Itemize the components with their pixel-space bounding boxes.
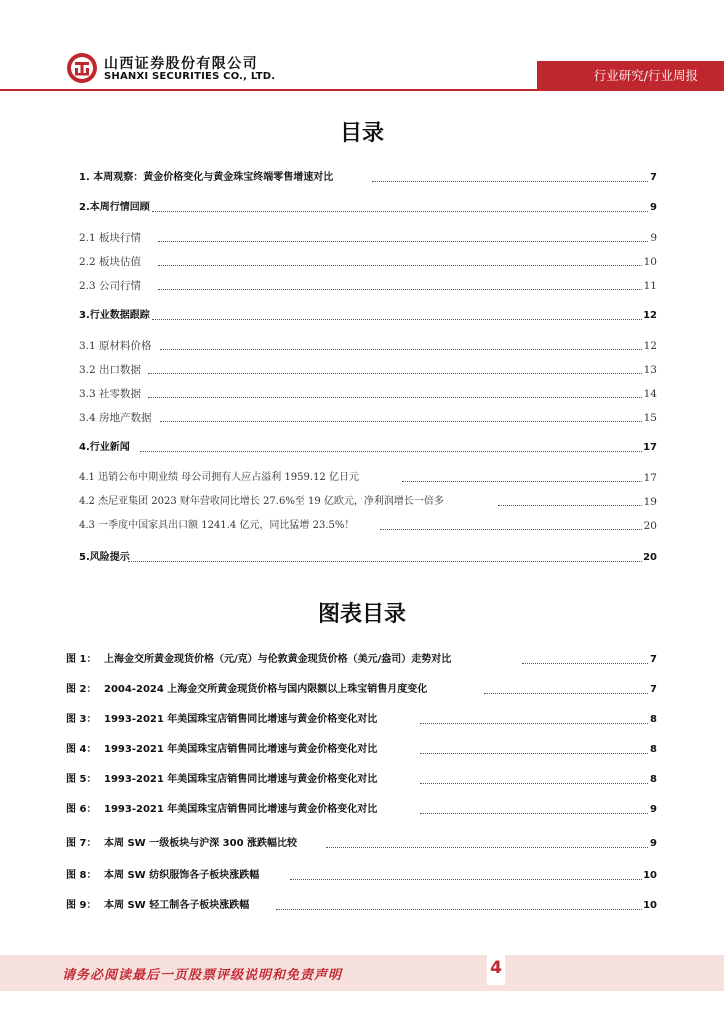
toc-leader xyxy=(158,241,648,242)
toc-entry-page: 20 xyxy=(643,520,657,532)
toc-entry-text: 3.行业数据跟踪 xyxy=(79,310,150,321)
toc-entry[interactable] xyxy=(0,385,724,403)
figure-label: 图 8： xyxy=(66,870,97,881)
page-header xyxy=(0,0,724,106)
figure-title: 上海金交所黄金现货价格（元/克）与伦敦黄金现货价格（美元/盎司）走势对比 xyxy=(104,654,452,665)
toc-leader xyxy=(276,909,642,910)
toc-leader xyxy=(160,349,642,350)
figure-label: 图 7： xyxy=(66,838,97,849)
company-name-cn: 山西证券股份有限公司 xyxy=(104,56,258,72)
figure-label: 图 9： xyxy=(66,900,97,911)
toc-entry-page: 12 xyxy=(643,340,657,352)
toc-leader xyxy=(326,847,648,848)
toc-leader xyxy=(290,879,642,880)
toc-entry-text: 1. 本周观察：黄金价格变化与黄金珠宝终端零售增速对比 xyxy=(79,172,334,183)
figure-page: 9 xyxy=(650,838,657,849)
figure-list-title: 图表目录 xyxy=(317,602,406,627)
figure-title: 2004-2024 上海金交所黄金现货价格与国内限额以上珠宝销售月度变化 xyxy=(104,684,428,695)
figure-page: 9 xyxy=(650,804,657,815)
toc-entry[interactable] xyxy=(0,277,724,295)
toc-entry-text: 4.1 迅销公布中期业绩 母公司拥有人应占溢利 1959.12 亿日元 xyxy=(79,472,359,483)
toc-entry-text: 2.1 板块行情 xyxy=(79,232,142,244)
figure-page: 8 xyxy=(650,744,657,755)
toc-leader xyxy=(402,481,642,482)
figure-label: 图 4： xyxy=(66,744,97,755)
toc-entry-text: 3.2 出口数据 xyxy=(79,364,142,376)
toc-entry-text: 3.4 房地产数据 xyxy=(79,412,152,424)
figure-label: 图 6： xyxy=(66,804,97,815)
figure-page: 10 xyxy=(643,870,657,881)
figure-title: 1993-2021 年美国珠宝店销售同比增速与黄金价格变化对比 xyxy=(104,774,378,785)
toc-leader xyxy=(372,181,648,182)
figure-page: 7 xyxy=(650,684,657,695)
toc-entry[interactable] xyxy=(0,493,724,511)
figure-title: 本周 SW 纺织服饰各子板块涨跌幅 xyxy=(104,870,260,881)
figure-entry[interactable] xyxy=(0,897,724,915)
figure-entry[interactable] xyxy=(0,651,724,669)
toc-entry-text: 3.1 原材料价格 xyxy=(79,340,152,352)
toc-entry-page: 14 xyxy=(643,388,657,400)
toc-leader xyxy=(498,505,642,506)
toc-leader xyxy=(152,319,642,320)
toc-entry-page: 11 xyxy=(643,280,657,292)
toc-entry[interactable] xyxy=(0,549,724,567)
toc-leader xyxy=(380,529,642,530)
figure-page: 7 xyxy=(650,654,657,665)
page-footer xyxy=(0,955,724,991)
toc-entry-page: 10 xyxy=(643,256,657,268)
toc-leader xyxy=(148,373,642,374)
figure-entry[interactable] xyxy=(0,711,724,729)
toc-entry-text: 5.风险提示 xyxy=(79,552,130,563)
toc-entry-page: 17 xyxy=(643,442,657,453)
figure-label: 图 5： xyxy=(66,774,97,785)
toc-entry-page: 15 xyxy=(643,412,657,424)
toc-entry[interactable] xyxy=(0,229,724,247)
toc-entry[interactable] xyxy=(0,409,724,427)
header-tag-band xyxy=(537,61,724,90)
toc-leader xyxy=(420,813,648,814)
figure-title: 1993-2021 年美国珠宝店销售同比增速与黄金价格变化对比 xyxy=(104,804,378,815)
toc-entry[interactable] xyxy=(0,517,724,535)
figure-page: 10 xyxy=(643,900,657,911)
figure-page: 8 xyxy=(650,774,657,785)
toc-entry-page: 13 xyxy=(643,364,657,376)
toc-entry[interactable] xyxy=(0,439,724,457)
toc-entry[interactable] xyxy=(0,169,724,187)
toc-leader xyxy=(420,723,648,724)
toc-leader xyxy=(158,265,642,266)
toc-entry-page: 9 xyxy=(650,232,657,244)
toc-entry-text: 3.3 社零数据 xyxy=(79,388,142,400)
page-number: 4 xyxy=(490,958,502,978)
report-type-tag: 行业研究/行业周报 xyxy=(593,68,698,83)
toc-entry-text: 2.2 板块估值 xyxy=(79,256,142,268)
header-divider xyxy=(0,89,724,91)
figure-label: 图 1： xyxy=(66,654,97,665)
figure-label: 图 3： xyxy=(66,714,97,725)
toc-entry-page: 17 xyxy=(643,472,657,484)
toc-entry[interactable] xyxy=(0,199,724,217)
toc-leader xyxy=(420,753,648,754)
toc-entry-text: 4.3 一季度中国家具出口额 1241.4 亿元，同比猛增 23.5%！ xyxy=(79,520,355,531)
toc-leader xyxy=(140,451,642,452)
figure-entry[interactable] xyxy=(0,835,724,853)
figure-page: 8 xyxy=(650,714,657,725)
toc-leader xyxy=(152,211,648,212)
figure-title: 1993-2021 年美国珠宝店销售同比增速与黄金价格变化对比 xyxy=(104,714,378,725)
figure-entry[interactable] xyxy=(0,741,724,759)
toc-leader xyxy=(522,663,648,664)
toc-entry-text: 4.2 杰尼亚集团 2023 财年营收同比增长 27.6%至 19 亿欧元，净利润增长一倍多 xyxy=(79,496,444,507)
toc-leader xyxy=(160,421,642,422)
toc-title: 目录 xyxy=(339,121,384,146)
figure-label: 图 2： xyxy=(66,684,97,695)
disclaimer-notice: 请务必阅读最后一页股票评级说明和免责声明 xyxy=(62,968,343,983)
toc-leader xyxy=(148,397,642,398)
toc-entry-page: 12 xyxy=(643,310,657,321)
toc-entry[interactable] xyxy=(0,307,724,325)
toc-entry[interactable] xyxy=(0,469,724,487)
figure-title: 本周 SW 轻工制各子板块涨跌幅 xyxy=(104,900,250,911)
toc-entry[interactable] xyxy=(0,337,724,355)
toc-leader xyxy=(484,693,648,694)
shanxi-securities-logo-icon xyxy=(66,52,98,84)
company-name-en: SHANXI SECURITIES CO., LTD. xyxy=(104,71,276,82)
toc-entry-page: 20 xyxy=(643,552,657,563)
toc-entry-page: 7 xyxy=(650,172,657,183)
toc-leader xyxy=(158,289,642,290)
toc-entry[interactable] xyxy=(0,253,724,271)
page-number-box xyxy=(487,955,505,985)
figure-title: 1993-2021 年美国珠宝店销售同比增速与黄金价格变化对比 xyxy=(104,744,378,755)
figure-entry[interactable] xyxy=(0,681,724,699)
toc-entry-page: 9 xyxy=(650,202,657,213)
figure-entry[interactable] xyxy=(0,867,724,885)
figure-title: 本周 SW 一级板块与沪深 300 涨跌幅比较 xyxy=(104,838,298,849)
toc-entry-page: 19 xyxy=(643,496,657,508)
toc-entry-text: 2.本周行情回顾 xyxy=(79,202,150,213)
toc-entry[interactable] xyxy=(0,361,724,379)
figure-entry[interactable] xyxy=(0,771,724,789)
toc-leader xyxy=(420,783,648,784)
toc-entry-text: 4.行业新闻 xyxy=(79,442,130,453)
toc-leader xyxy=(128,561,642,562)
toc-entry-text: 2.3 公司行情 xyxy=(79,280,142,292)
figure-entry[interactable] xyxy=(0,801,724,819)
